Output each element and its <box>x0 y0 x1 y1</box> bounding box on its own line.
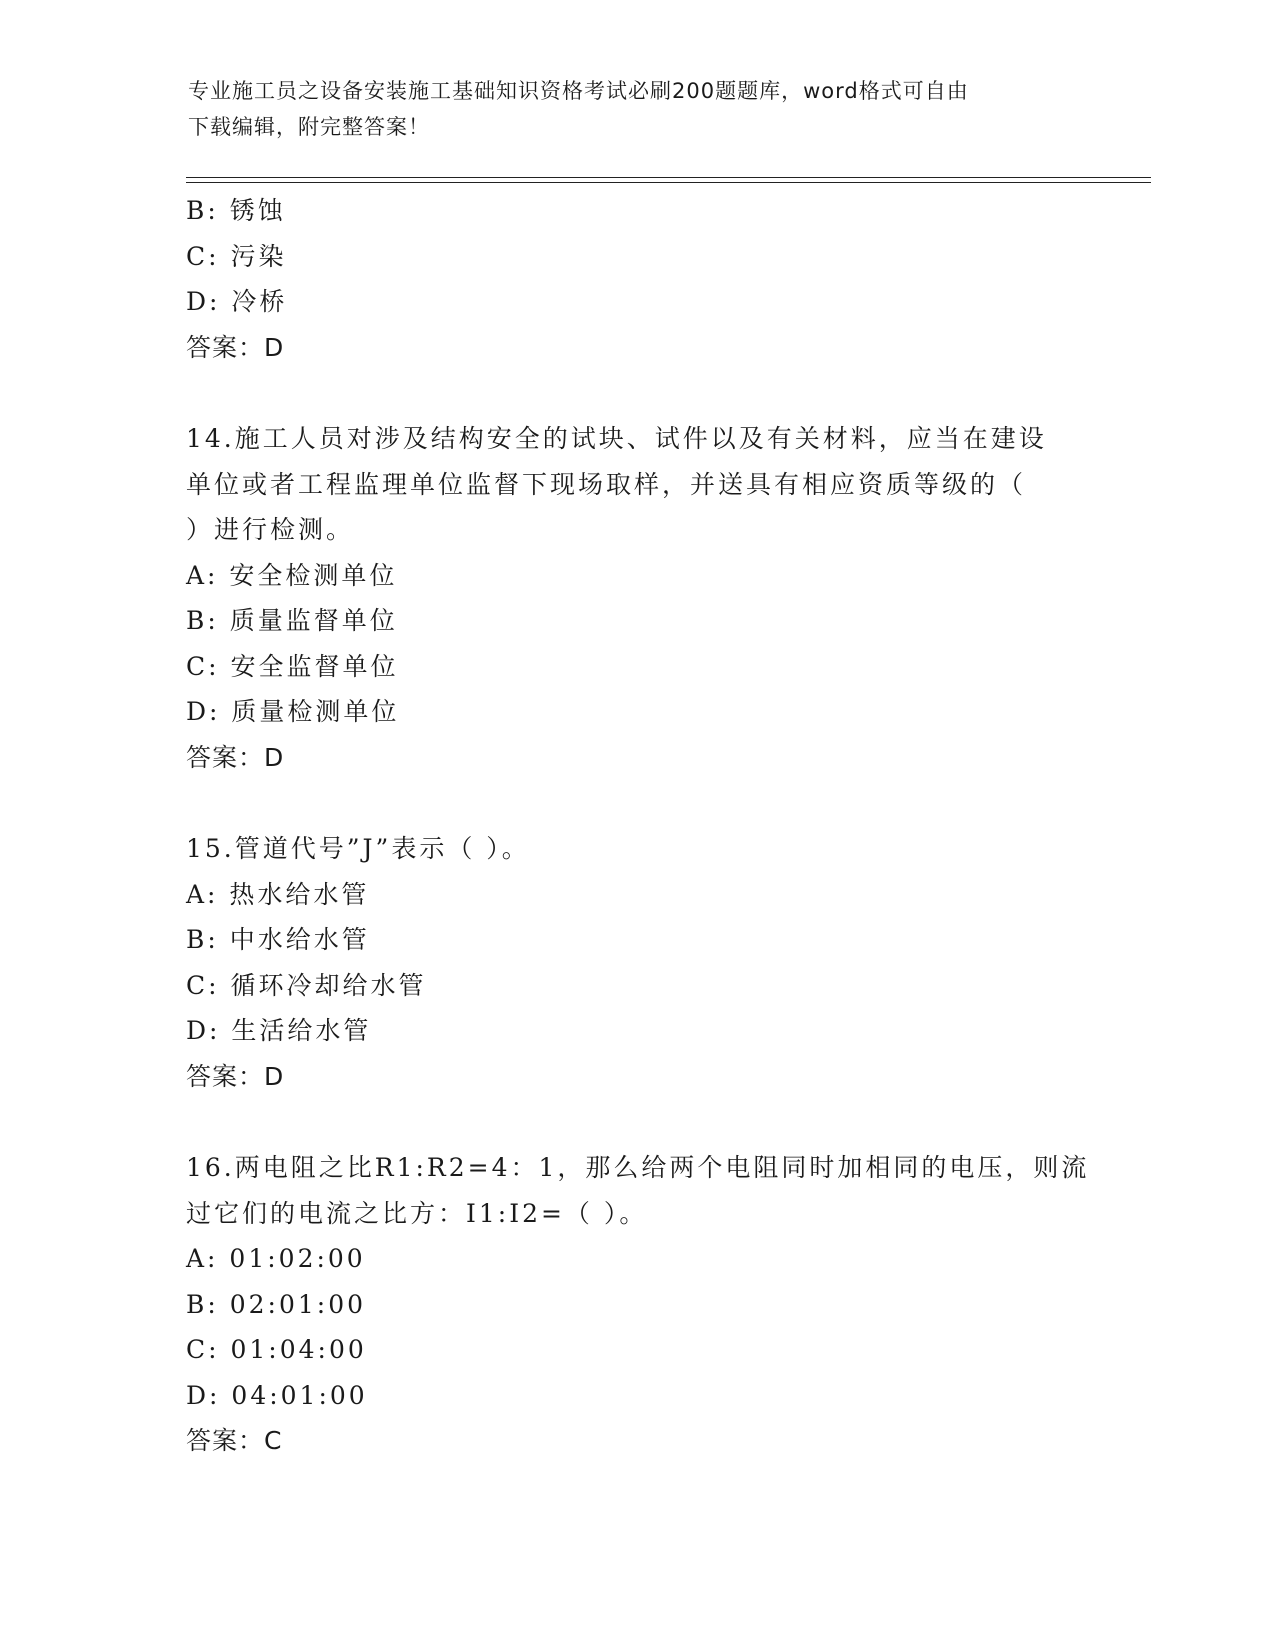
option-b: B: 锈蚀 <box>186 196 286 225</box>
question-stem-line: 过它们的电流之比方：I1:I2=（ ）。 <box>186 1198 648 1228</box>
option-c: C: 污染 <box>186 241 287 271</box>
header-divider-bottom <box>186 182 1151 183</box>
question-stem-line: ）进行检测。 <box>186 515 355 544</box>
header-title-line-2: 下载编辑，附完整答案！ <box>188 115 430 139</box>
option-c: C: 循环冷却给水管 <box>186 970 427 1000</box>
option-a: A: 01:02:00 <box>186 1244 366 1273</box>
answer-line: 答案：D <box>186 332 285 362</box>
document-header <box>188 73 1088 145</box>
question-stem-line: 单位或者工程监理单位监督下现场取样，并送具有相应资质等级的（ <box>186 469 1027 499</box>
option-d: D: 生活给水管 <box>186 1016 372 1045</box>
option-a: A: 热水给水管 <box>186 879 370 909</box>
answer-line: 答案：D <box>186 1061 285 1091</box>
question-14 <box>186 416 1086 780</box>
question-16 <box>186 1145 1090 1464</box>
answer-line: 答案：C <box>186 1426 283 1455</box>
question-13-tail <box>186 188 1086 370</box>
header-divider-top <box>186 177 1151 178</box>
option-c: C: 01:04:00 <box>186 1335 367 1364</box>
option-a: A: 安全检测单位 <box>186 560 398 590</box>
header-title-line-1: 专业施工员之设备安装施工基础知识资格考试必刷200题题库，word格式可自由 <box>188 79 969 103</box>
question-stem-line: 16.两电阻之比R1:R2=4：1，那么给两个电阻同时加相同的电压，则流 <box>186 1153 1090 1182</box>
question-content <box>186 188 1090 1464</box>
question-stem-line: 15.管道代号”J”表示（ ）。 <box>186 834 530 863</box>
answer-line: 答案：D <box>186 742 285 772</box>
option-d: D: 04:01:00 <box>186 1380 368 1410</box>
option-b: B: 02:01:00 <box>186 1289 367 1319</box>
option-d: D: 冷桥 <box>186 287 288 316</box>
option-c: C: 安全监督单位 <box>186 651 399 681</box>
option-d: D: 质量检测单位 <box>186 697 400 726</box>
question-15 <box>186 826 1086 1099</box>
option-b: B: 中水给水管 <box>186 925 370 954</box>
option-b: B: 质量监督单位 <box>186 606 398 635</box>
question-stem-line: 14.施工人员对涉及结构安全的试块、试件以及有关材料，应当在建设 <box>186 424 1047 453</box>
